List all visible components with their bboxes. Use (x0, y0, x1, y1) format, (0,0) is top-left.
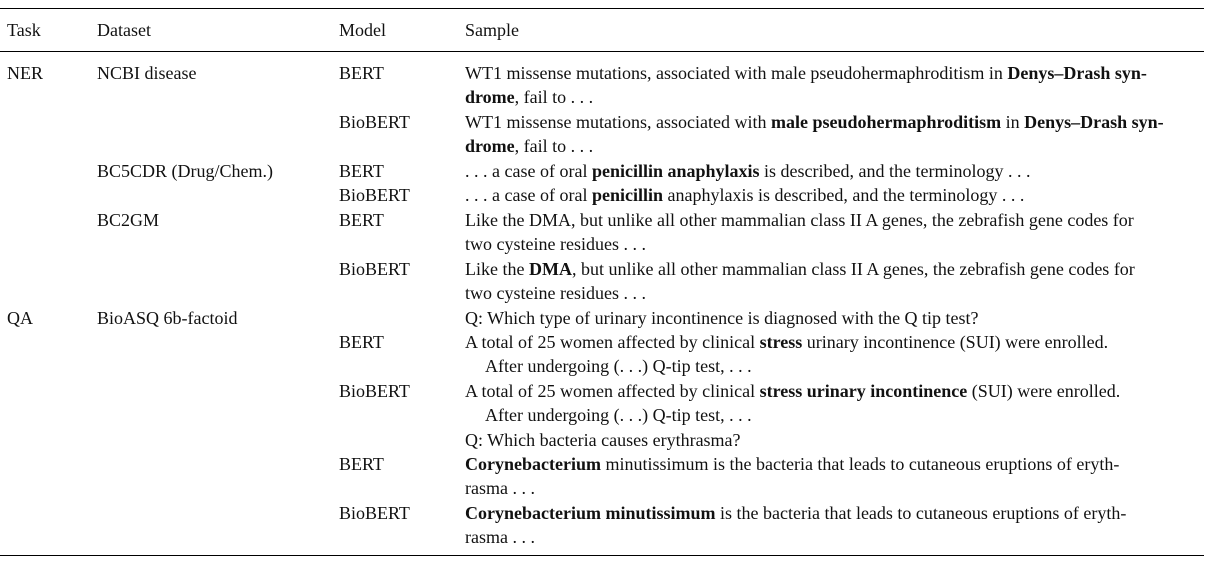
table-header-rule (0, 51, 1204, 52)
sample-line-segment: , fail to . . . (514, 87, 594, 107)
cell-task: QA (7, 308, 33, 328)
sample-line (465, 208, 1205, 232)
sample-line-segment: Denys–Drash syn- (1024, 112, 1164, 132)
cell-model: BioBERT (339, 503, 410, 523)
sample-line (465, 159, 1205, 183)
sample-line-segment: Corynebacterium (465, 454, 601, 474)
sample-line-segment: A total of 25 women affected by clinical (465, 332, 760, 352)
sample-line-segment: rasma . . . (465, 478, 535, 498)
cell-model: BERT (339, 161, 384, 181)
cell-dataset: BC2GM (97, 210, 160, 230)
cell-model: BioBERT (339, 112, 410, 132)
sample-line (465, 257, 1205, 281)
cell-model: BioBERT (339, 185, 410, 205)
cell-model: BERT (339, 454, 384, 474)
sample-line-segment: two cysteine residues . . . (465, 234, 646, 254)
header-model: Model (339, 20, 386, 40)
sample-line-continued (465, 134, 1205, 158)
sample-line-segment: Corynebacterium minutissimum (465, 503, 716, 523)
table-bottom-rule (0, 555, 1204, 556)
sample-line-continued (465, 354, 1205, 378)
sample-line-segment: male pseudohermaphroditism (770, 112, 1002, 132)
sample-line-segment: is the bacteria that leads to cutaneous eruptions of eryth- (715, 503, 1127, 523)
cell-sample (465, 379, 1205, 427)
sample-line-segment: rasma . . . (465, 527, 535, 547)
cell-sample (465, 330, 1205, 378)
sample-line-segment: (SUI) were enrolled. (967, 381, 1121, 401)
cell-model: BERT (339, 332, 384, 352)
cell-model: BioBERT (339, 259, 410, 279)
sample-line-continued (465, 403, 1205, 427)
sample-line-continued (465, 525, 1205, 549)
cell-sample (465, 501, 1205, 549)
sample-line (465, 501, 1205, 525)
sample-line-segment: is described, and the terminology . . . (759, 161, 1031, 181)
sample-line-continued (465, 85, 1205, 109)
sample-line-segment: penicillin (591, 185, 663, 205)
sample-line-continued (465, 476, 1205, 500)
cell-dataset: BioASQ 6b-factoid (97, 308, 238, 328)
sample-line (465, 428, 1205, 452)
cell-sample (465, 208, 1205, 256)
sample-line-segment: Like the DMA, but unlike all other mammalian class II A genes, the zebrafish gene codes for (465, 210, 1134, 230)
sample-line (465, 330, 1205, 354)
sample-line-segment: Like the (465, 259, 529, 279)
sample-line (465, 379, 1205, 403)
sample-line-segment: WT1 missense mutations, associated with male pseudohermaphroditism in (465, 63, 1008, 83)
sample-line-continued (465, 281, 1205, 305)
cell-sample (465, 110, 1205, 158)
sample-line-segment: , but unlike all other mammalian class II A genes, the zebrafish gene codes for (571, 259, 1135, 279)
sample-line-segment: , fail to . . . (514, 136, 594, 156)
sample-line-segment: WT1 missense mutations, associated with (465, 112, 771, 132)
header-sample: Sample (465, 20, 519, 40)
sample-line-segment: stress urinary incontinence (759, 381, 968, 401)
sample-line-segment: . . . a case of oral (465, 161, 592, 181)
sample-line-segment: Q: Which bacteria causes erythrasma? (465, 430, 741, 450)
sample-line (465, 61, 1205, 85)
sample-line-continued (465, 232, 1205, 256)
table-top-rule (0, 8, 1204, 9)
sample-line (465, 110, 1205, 134)
cell-task: NER (7, 63, 43, 83)
cell-model: BERT (339, 63, 384, 83)
sample-line-segment: drome (465, 136, 515, 156)
cell-model: BioBERT (339, 381, 410, 401)
header-dataset: Dataset (97, 20, 151, 40)
cell-dataset: BC5CDR (Drug/Chem.) (97, 161, 274, 181)
sample-line-segment: After undergoing (. . .) Q-tip test, . . . (485, 405, 752, 425)
sample-line-segment: DMA (528, 259, 572, 279)
sample-line-segment: penicillin anaphylaxis (591, 161, 760, 181)
sample-line (465, 452, 1205, 476)
sample-line-segment: minutissimum is the bacteria that leads to cutaneous eruptions of eryth- (600, 454, 1120, 474)
sample-line-segment: . . . a case of oral (465, 185, 592, 205)
cell-sample (465, 306, 1205, 330)
cell-sample (465, 428, 1205, 452)
header-task: Task (7, 20, 41, 40)
sample-line-segment: two cysteine residues . . . (465, 283, 646, 303)
sample-line-segment: anaphylaxis is described, and the terminology . . . (662, 185, 1025, 205)
sample-line-segment: drome (465, 87, 515, 107)
sample-line-segment: stress (759, 332, 803, 352)
cell-sample (465, 61, 1205, 109)
sample-line-segment: A total of 25 women affected by clinical (465, 381, 760, 401)
sample-line (465, 306, 1205, 330)
cell-sample (465, 159, 1205, 183)
sample-line-segment: urinary incontinence (SUI) were enrolled. (802, 332, 1109, 352)
cell-sample (465, 452, 1205, 500)
sample-line-segment: Denys–Drash syn- (1007, 63, 1147, 83)
cell-dataset: NCBI disease (97, 63, 197, 83)
cell-sample (465, 257, 1205, 305)
cell-sample (465, 183, 1205, 207)
sample-line-segment: After undergoing (. . .) Q-tip test, . . . (485, 356, 752, 376)
cell-model: BERT (339, 210, 384, 230)
sample-line (465, 183, 1205, 207)
sample-line-segment: in (1001, 112, 1025, 132)
sample-line-segment: Q: Which type of urinary incontinence is diagnosed with the Q tip test? (465, 308, 979, 328)
